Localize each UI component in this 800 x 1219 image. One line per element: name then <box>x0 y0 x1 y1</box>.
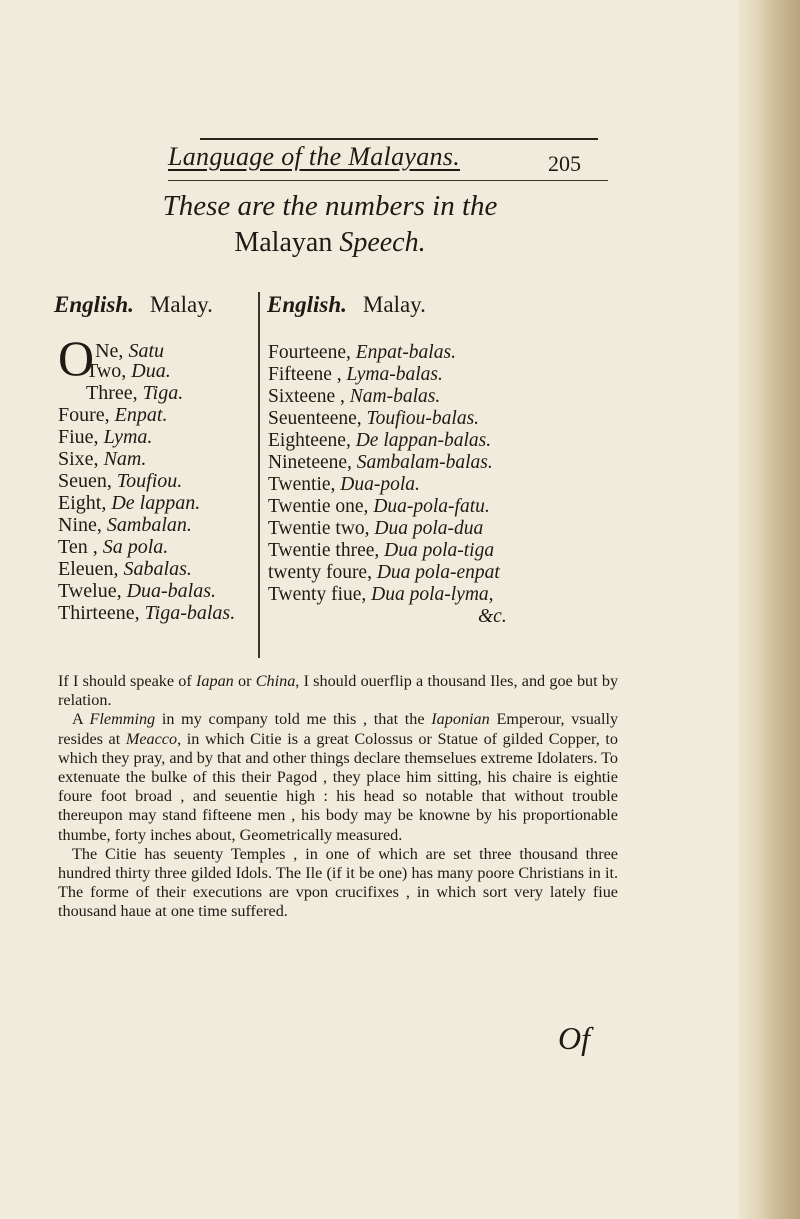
page-number: 205 <box>548 151 581 176</box>
malay-word: Sambalan. <box>106 514 192 536</box>
paragraph-2 <box>58 710 618 844</box>
english-word: Twenty fiue, <box>268 584 367 605</box>
malay-word: Satu <box>128 340 164 362</box>
right-number-list <box>268 342 507 628</box>
list-item <box>268 540 507 562</box>
malay-word: Dua. <box>131 360 171 382</box>
column-divider <box>258 292 260 658</box>
list-item <box>58 404 235 426</box>
english-word: Twelue, <box>58 580 122 602</box>
malay-word: Enpat. <box>114 404 168 426</box>
list-item <box>268 386 507 408</box>
english-word: Two, <box>86 360 127 382</box>
text-run: in my company told me this , that the <box>161 710 425 729</box>
malay-label: Malay. <box>362 292 426 317</box>
malay-word: Tiga. <box>142 382 184 404</box>
section-title-line1: These are the numbers in the <box>162 190 498 222</box>
english-word: Fiue, <box>58 426 99 448</box>
list-item <box>268 518 507 540</box>
text-run: or <box>238 672 252 690</box>
text-run: Emperour, vsually resides at <box>58 710 619 748</box>
malay-word: Enpat-balas. <box>355 342 456 363</box>
list-item <box>268 496 507 518</box>
paragraph-3: The Citie has seuenty Temples , in one of which are set three thousand three hundred thirty three gilded Idols. The Ile (if it be one) has many poore Christians in it. The forme of their executions are vpon crucifixes , in which sort very lately fiue thousand haue at one time suffered. <box>58 844 618 921</box>
english-word: Ne, <box>95 340 124 362</box>
english-word: Ten , <box>58 536 98 558</box>
malay-word: Toufiou-balas. <box>366 408 480 429</box>
text-run: A <box>72 710 83 729</box>
english-word: Nine, <box>58 514 102 536</box>
malay-word: Nam. <box>103 448 147 470</box>
list-item <box>268 474 507 496</box>
italic-run: Meacco <box>125 729 178 748</box>
malay-word: Dua-pola. <box>340 474 420 495</box>
italic-run: Iapan <box>196 672 234 690</box>
malay-word: Nam-balas. <box>349 386 441 407</box>
list-item <box>268 342 507 364</box>
english-word: Twentie two, <box>268 518 370 539</box>
text-run: , I should ouerflip a thousand Iles, and goe but by relation. <box>58 672 619 710</box>
drop-cap: O <box>58 330 95 386</box>
malay-word: Toufiou. <box>116 470 183 492</box>
page-gutter-shadow <box>738 0 800 1219</box>
english-word: Eighteene, <box>268 430 351 451</box>
body-text <box>58 672 618 922</box>
malay-word: Dua-balas. <box>126 580 217 602</box>
malay-word: Dua pola-tiga <box>384 540 495 561</box>
english-label: English. <box>267 292 347 317</box>
malay-label: Malay. <box>149 292 213 317</box>
english-word: Seuenteene, <box>268 408 362 429</box>
paragraph-1 <box>58 672 618 710</box>
english-word: Twentie one, <box>268 496 369 517</box>
malay-word: De lappan-balas. <box>355 430 492 451</box>
top-rule <box>200 138 598 140</box>
list-item <box>268 408 507 430</box>
section-title-line2 <box>120 227 540 259</box>
english-word: Twentie, <box>268 474 336 495</box>
malay-word: Dua pola-enpat <box>376 562 500 583</box>
english-word: twenty foure, <box>268 562 372 583</box>
etc-mark: &c. <box>478 606 507 627</box>
english-word: Sixteene , <box>268 386 345 407</box>
list-item <box>58 602 235 624</box>
list-item <box>58 536 235 558</box>
head-rule <box>168 180 608 181</box>
list-item <box>58 580 235 602</box>
english-word: Seuen, <box>58 470 112 492</box>
malay-word: Sabalas. <box>123 558 192 580</box>
text-run: If I should speake of <box>58 672 192 690</box>
italic-run: China <box>255 672 296 690</box>
malay-word: Dua-pola-fatu. <box>373 496 490 517</box>
malay-word: Sa pola. <box>102 536 169 558</box>
english-word: Thirteene, <box>58 602 140 624</box>
malay-word: De lappan. <box>111 492 201 514</box>
italic-run: Flemming <box>89 710 156 729</box>
list-item <box>58 426 235 448</box>
english-word: Fourteene, <box>268 342 351 363</box>
list-item <box>58 470 235 492</box>
list-item <box>58 492 235 514</box>
english-word: Three, <box>86 382 138 404</box>
list-item <box>58 514 235 536</box>
right-column-header <box>267 292 426 318</box>
malay-word: Sambalam-balas. <box>356 452 493 473</box>
list-item <box>268 452 507 474</box>
list-item <box>58 558 235 580</box>
malay-word: Lyma. <box>103 426 153 448</box>
title-malayan: Malayan <box>234 227 333 258</box>
malay-word: Tiga-balas. <box>144 602 236 624</box>
english-word: Sixe, <box>58 448 99 470</box>
text-run: , in which Citie is a great Colossus or Statue of gilded Copper, to which they pray, and by that and other things declare themselues extreme Idolaters. To extenuate the bulke of this their Pagod , they place him sitting, his chaire is eightie foure foot broad , and seuentie high : his head so notable that without trouble thereupon may stand fifteene men , his body may be knowne by his proportionable thumbe, forty inches about, Geometrically measured. <box>58 729 619 844</box>
english-word: Twentie three, <box>268 540 380 561</box>
left-number-list <box>58 330 236 624</box>
left-column-header <box>54 292 213 318</box>
english-word: Eight, <box>58 492 107 514</box>
running-head: Language of the Malayans. <box>168 142 461 171</box>
list-item <box>58 448 235 470</box>
english-word: Eleuen, <box>58 558 119 580</box>
list-item <box>268 430 507 452</box>
malay-word: Dua pola-lyma, <box>371 584 494 605</box>
english-word: Fifteene , <box>268 364 342 385</box>
catchword: Of <box>558 1020 590 1056</box>
english-word: Nineteene, <box>268 452 352 473</box>
list-item <box>268 584 507 606</box>
malay-word: Lyma-balas. <box>346 364 443 385</box>
list-item <box>268 562 507 584</box>
malay-word: Dua pola-dua <box>374 518 484 539</box>
italic-run: Iaponian <box>431 710 490 729</box>
list-item <box>268 364 507 386</box>
english-label: English. <box>54 292 134 317</box>
english-word: Foure, <box>58 404 110 426</box>
title-speech: Speech. <box>339 227 426 258</box>
